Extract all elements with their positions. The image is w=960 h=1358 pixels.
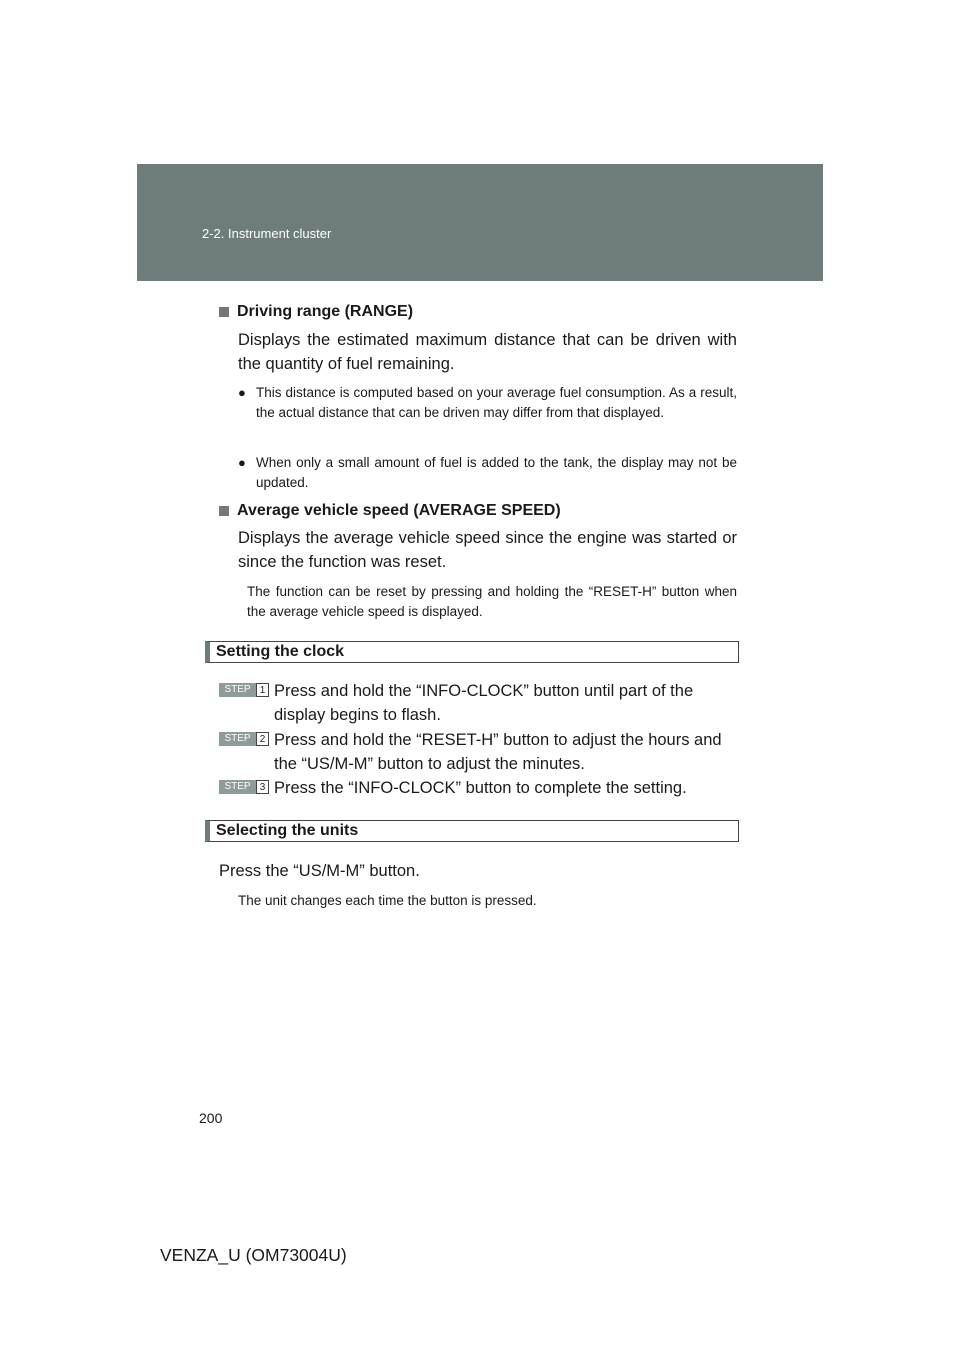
list-item: ● This distance is computed based on your average fuel consumption. As a result, the actual distance that can be driven may differ from that displayed.	[238, 383, 737, 423]
square-bullet-icon	[219, 307, 229, 317]
step-text: Press the “INFO-CLOCK” button to complete the setting.	[274, 779, 687, 797]
step-3	[219, 776, 741, 800]
step-2	[219, 728, 741, 776]
round-bullet-icon: ●	[238, 385, 246, 400]
average-speed-note: The function can be reset by pressing and holding the “RESET-H” button when the average vehicle speed is displayed.	[247, 584, 737, 619]
setting-clock-section-title: Setting the clock	[205, 641, 739, 663]
round-bullet-icon: ●	[238, 455, 246, 470]
chapter-header-bar	[137, 164, 823, 281]
step-badge: STEP 2	[219, 732, 269, 746]
selecting-units-section-title: Selecting the units	[205, 820, 739, 842]
step-1	[219, 679, 741, 727]
page-number: 200	[199, 1110, 223, 1126]
step-text: Press and hold the “RESET-H” button to adjust the hours and the “US/M-M” button to adjust the minutes.	[274, 731, 722, 773]
chapter-section-title: 2-2. Instrument cluster	[202, 226, 332, 241]
step-badge: STEP 1	[219, 683, 269, 697]
driving-range-heading: Driving range (RANGE)	[219, 303, 413, 321]
list-item: ● When only a small amount of fuel is added to the tank, the display may not be updated.	[238, 453, 737, 493]
average-speed-description: Displays the average vehicle speed since the engine was started or since the function was reset.	[238, 529, 737, 571]
selecting-units-instruction: Press the “US/M-M” button.	[219, 862, 420, 880]
step-text: Press and hold the “INFO-CLOCK” button until part of the display begins to flash.	[274, 682, 694, 724]
selecting-units-note: The unit changes each time the button is pressed.	[238, 893, 537, 908]
square-bullet-icon	[219, 506, 229, 516]
step-badge: STEP 3	[219, 780, 269, 794]
average-speed-heading: Average vehicle speed (AVERAGE SPEED)	[219, 502, 561, 520]
document-footer: VENZA_U (OM73004U)	[160, 1245, 347, 1265]
driving-range-description: Displays the estimated maximum distance that can be driven with the quantity of fuel remaining.	[238, 331, 737, 373]
